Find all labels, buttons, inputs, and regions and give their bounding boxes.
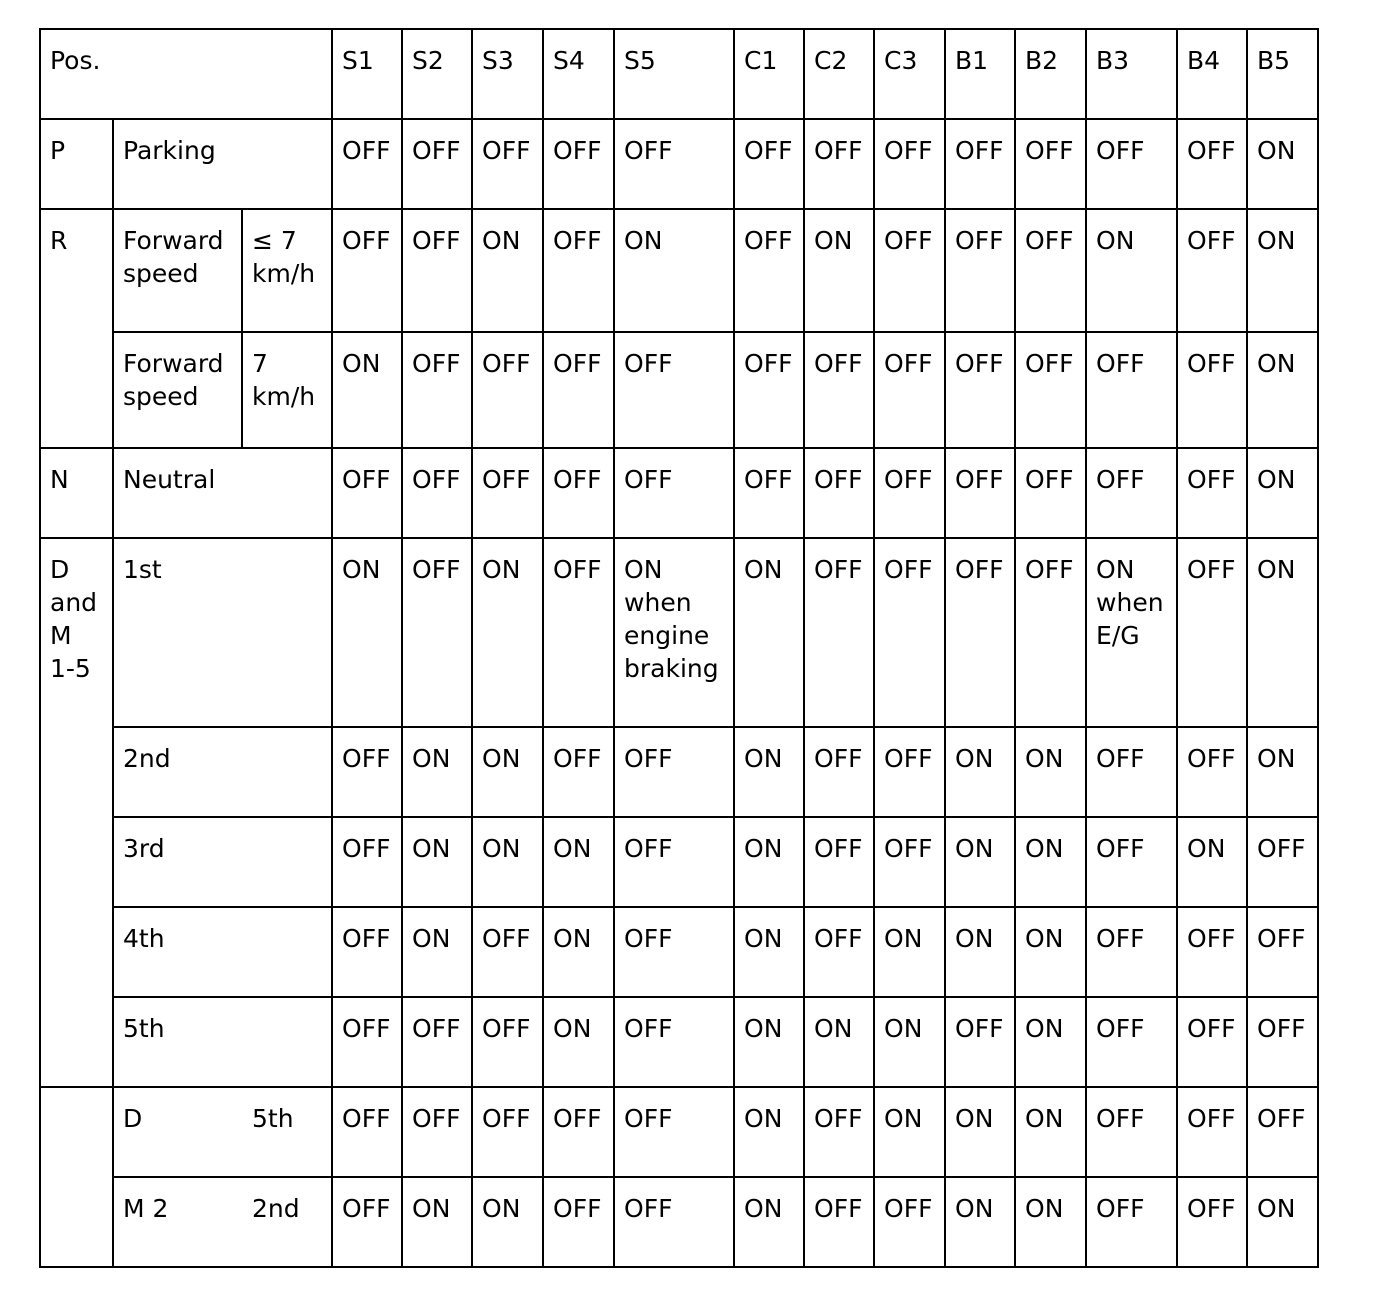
cell: OFF	[614, 997, 734, 1087]
row-label: Forward speed	[113, 209, 242, 332]
row-label: 3rd	[113, 817, 332, 907]
cell: OFF	[874, 817, 945, 907]
cell: OFF	[1177, 997, 1247, 1087]
cell: OFF	[1177, 1177, 1247, 1267]
cell: OFF	[804, 332, 874, 448]
cell: OFF	[945, 997, 1015, 1087]
cell: OFF	[614, 1087, 734, 1177]
cell: OFF	[402, 209, 472, 332]
table-row	[40, 538, 1318, 727]
row-pos	[40, 1087, 113, 1267]
header-b2: B2	[1015, 29, 1086, 119]
cell: OFF	[804, 727, 874, 817]
cell: OFF	[734, 209, 804, 332]
cell: ON	[1247, 332, 1318, 448]
cell: OFF	[804, 1087, 874, 1177]
cell: ON	[472, 209, 543, 332]
cell: OFF	[1015, 119, 1086, 209]
row-pos: D and M 1-5	[40, 538, 113, 1087]
row-sublabel: 5th	[252, 1104, 294, 1133]
table-row	[40, 817, 1318, 907]
cell: ON	[614, 209, 734, 332]
cell: ON	[1247, 1177, 1318, 1267]
cell: OFF	[874, 209, 945, 332]
cell: OFF	[1177, 209, 1247, 332]
cell: OFF	[804, 448, 874, 538]
cell: OFF	[804, 119, 874, 209]
cell: OFF	[402, 119, 472, 209]
cell: ON	[734, 997, 804, 1087]
cell: OFF	[734, 119, 804, 209]
cell: ON when engine braking	[614, 538, 734, 727]
cell: OFF	[402, 538, 472, 727]
cell: OFF	[332, 1087, 402, 1177]
cell: OFF	[1015, 332, 1086, 448]
row-label: 1st	[113, 538, 332, 727]
cell: OFF	[1247, 1087, 1318, 1177]
cell: OFF	[1086, 907, 1177, 997]
header-s2: S2	[402, 29, 472, 119]
cell: OFF	[874, 727, 945, 817]
cell: OFF	[945, 119, 1015, 209]
cell: OFF	[874, 448, 945, 538]
cell: OFF	[1015, 209, 1086, 332]
cell: OFF	[614, 727, 734, 817]
cell: OFF	[543, 448, 614, 538]
cell: OFF	[332, 1177, 402, 1267]
row-label: D	[123, 1104, 143, 1133]
cell: ON	[1015, 1177, 1086, 1267]
cell: OFF	[332, 727, 402, 817]
cell: ON	[734, 727, 804, 817]
cell: OFF	[614, 1177, 734, 1267]
cell: OFF	[874, 119, 945, 209]
cell: OFF	[1177, 907, 1247, 997]
cell: ON	[1015, 1087, 1086, 1177]
cell: OFF	[1247, 997, 1318, 1087]
cell: ON	[1247, 538, 1318, 727]
cell: ON	[945, 727, 1015, 817]
cell: OFF	[1177, 538, 1247, 727]
row-label: 5th	[113, 997, 332, 1087]
row-sublabel: ≤ 7 km/h	[242, 209, 332, 332]
header-s1: S1	[332, 29, 402, 119]
row-sublabel: 7 km/h	[242, 332, 332, 448]
cell: ON	[332, 332, 402, 448]
cell: OFF	[332, 997, 402, 1087]
cell: OFF	[402, 448, 472, 538]
cell: OFF	[402, 997, 472, 1087]
cell: OFF	[472, 1087, 543, 1177]
table-row	[40, 727, 1318, 817]
cell: OFF	[543, 1087, 614, 1177]
cell: ON	[543, 907, 614, 997]
cell: ON	[472, 727, 543, 817]
cell: ON	[734, 1177, 804, 1267]
cell: ON	[1015, 727, 1086, 817]
cell: ON	[402, 727, 472, 817]
cell: OFF	[1086, 1087, 1177, 1177]
header-s4: S4	[543, 29, 614, 119]
cell: OFF	[1177, 332, 1247, 448]
cell: ON	[332, 538, 402, 727]
cell: OFF	[1086, 119, 1177, 209]
table-row	[40, 997, 1318, 1087]
row-label: Parking	[113, 119, 332, 209]
cell: ON	[472, 817, 543, 907]
table-row	[40, 907, 1318, 997]
cell: OFF	[1086, 1177, 1177, 1267]
cell: OFF	[543, 1177, 614, 1267]
header-c3: C3	[874, 29, 945, 119]
header-row	[40, 29, 1318, 119]
cell: OFF	[945, 448, 1015, 538]
cell: ON	[1247, 727, 1318, 817]
header-b1: B1	[945, 29, 1015, 119]
header-pos: Pos.	[40, 29, 332, 119]
cell: ON	[402, 907, 472, 997]
cell: ON	[1015, 817, 1086, 907]
cell: ON	[1247, 119, 1318, 209]
table-row	[40, 119, 1318, 209]
cell: ON	[874, 1087, 945, 1177]
cell: OFF	[614, 817, 734, 907]
table-row	[40, 1177, 1318, 1267]
cell: OFF	[1015, 538, 1086, 727]
cell: OFF	[332, 209, 402, 332]
row-pos: P	[40, 119, 113, 209]
cell: ON	[1015, 907, 1086, 997]
table-row	[40, 332, 1318, 448]
cell: ON	[1015, 997, 1086, 1087]
cell: OFF	[1086, 448, 1177, 538]
row-label: Neutral	[113, 448, 332, 538]
solenoid-state-table	[39, 28, 1319, 1268]
cell: OFF	[874, 1177, 945, 1267]
cell: OFF	[804, 1177, 874, 1267]
cell: ON	[472, 1177, 543, 1267]
cell: OFF	[734, 332, 804, 448]
table-row	[40, 448, 1318, 538]
cell: ON	[734, 538, 804, 727]
cell: ON	[945, 1177, 1015, 1267]
cell: OFF	[804, 907, 874, 997]
header-c2: C2	[804, 29, 874, 119]
header-s3: S3	[472, 29, 543, 119]
row-pos: R	[40, 209, 113, 448]
cell: OFF	[543, 538, 614, 727]
cell: OFF	[543, 727, 614, 817]
cell: OFF	[543, 332, 614, 448]
row-label: 4th	[113, 907, 332, 997]
cell: OFF	[614, 332, 734, 448]
cell: ON	[1177, 817, 1247, 907]
cell: OFF	[1086, 727, 1177, 817]
cell: ON	[945, 817, 1015, 907]
cell: OFF	[472, 119, 543, 209]
cell: ON	[734, 907, 804, 997]
cell: OFF	[874, 538, 945, 727]
cell: ON	[1247, 209, 1318, 332]
cell: OFF	[472, 448, 543, 538]
cell: OFF	[945, 332, 1015, 448]
cell: ON	[945, 1087, 1015, 1177]
cell: OFF	[543, 119, 614, 209]
row-label-pair	[113, 1087, 332, 1177]
cell: OFF	[1177, 119, 1247, 209]
cell: OFF	[614, 119, 734, 209]
cell: OFF	[1177, 1087, 1247, 1177]
table-row	[40, 1087, 1318, 1177]
header-b5: B5	[1247, 29, 1318, 119]
cell: ON	[945, 907, 1015, 997]
cell: OFF	[734, 448, 804, 538]
cell: OFF	[332, 817, 402, 907]
cell: OFF	[472, 907, 543, 997]
row-label: 2nd	[113, 727, 332, 817]
row-sublabel: 2nd	[252, 1194, 300, 1223]
cell: ON	[734, 817, 804, 907]
cell: ON	[1247, 448, 1318, 538]
cell: ON	[402, 1177, 472, 1267]
cell: ON	[734, 1087, 804, 1177]
cell: ON	[874, 907, 945, 997]
cell: ON	[1086, 209, 1177, 332]
cell: OFF	[1015, 448, 1086, 538]
cell: ON	[874, 997, 945, 1087]
cell: OFF	[332, 448, 402, 538]
row-pos: N	[40, 448, 113, 538]
cell: ON	[472, 538, 543, 727]
cell: OFF	[945, 209, 1015, 332]
cell: OFF	[402, 332, 472, 448]
cell: OFF	[1177, 727, 1247, 817]
cell: OFF	[614, 448, 734, 538]
cell: ON	[402, 817, 472, 907]
cell: OFF	[472, 997, 543, 1087]
cell: OFF	[614, 907, 734, 997]
cell: OFF	[804, 817, 874, 907]
row-label-pair	[113, 1177, 332, 1267]
cell: ON	[804, 997, 874, 1087]
row-label: Forward speed	[113, 332, 242, 448]
cell: ON	[543, 817, 614, 907]
cell: OFF	[332, 907, 402, 997]
cell: OFF	[472, 332, 543, 448]
header-b4: B4	[1177, 29, 1247, 119]
cell: OFF	[1086, 997, 1177, 1087]
header-b3: B3	[1086, 29, 1177, 119]
cell: OFF	[402, 1087, 472, 1177]
cell: OFF	[804, 538, 874, 727]
cell: ON	[543, 997, 614, 1087]
cell: OFF	[1086, 817, 1177, 907]
table-row	[40, 209, 1318, 332]
cell: OFF	[1177, 448, 1247, 538]
cell: OFF	[1247, 817, 1318, 907]
cell: OFF	[1086, 332, 1177, 448]
header-c1: C1	[734, 29, 804, 119]
cell: OFF	[543, 209, 614, 332]
cell: OFF	[1247, 907, 1318, 997]
cell: ON when E/G	[1086, 538, 1177, 727]
cell: OFF	[874, 332, 945, 448]
row-label: M 2	[123, 1194, 169, 1223]
cell: OFF	[332, 119, 402, 209]
header-s5: S5	[614, 29, 734, 119]
cell: ON	[804, 209, 874, 332]
cell: OFF	[945, 538, 1015, 727]
